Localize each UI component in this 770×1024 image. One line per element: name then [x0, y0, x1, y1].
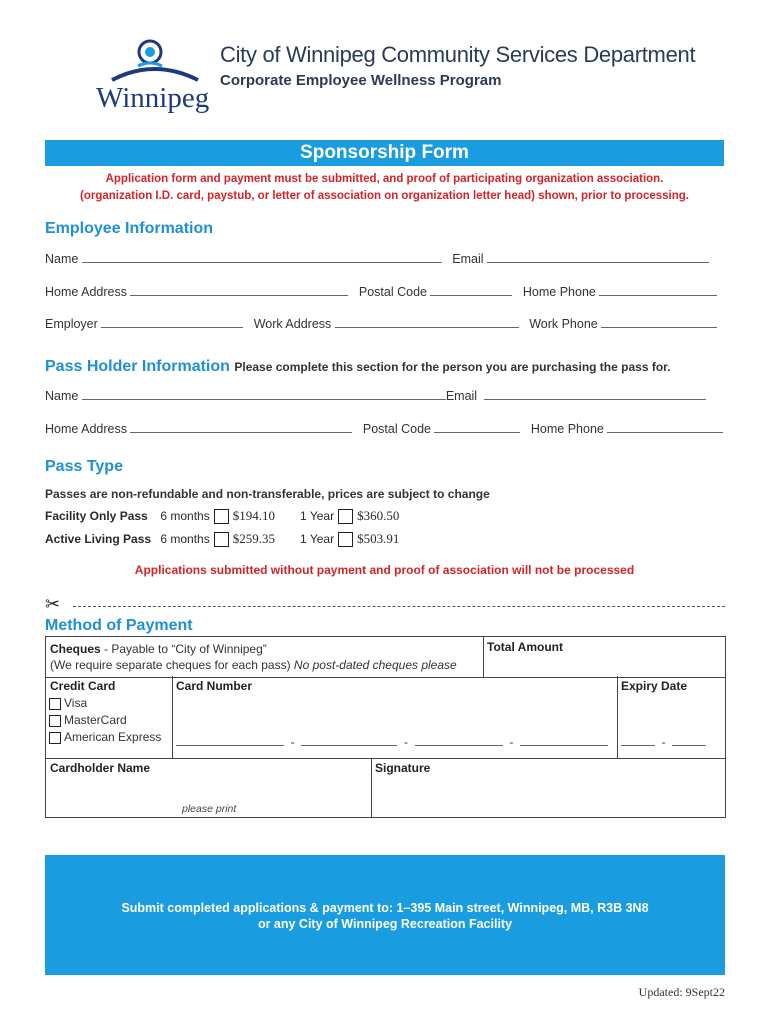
signature-label: Signature [375, 761, 431, 775]
visa-label: Visa [64, 696, 88, 710]
submit-info-footer [45, 855, 725, 975]
cardholder-divider [371, 758, 372, 817]
amex-label: American Express [64, 730, 162, 744]
please-print-hint: please print [182, 803, 237, 815]
pass-holder-name-label: Name [45, 389, 79, 403]
credit-card-section [45, 676, 726, 759]
form-title-banner: Sponsorship Form [45, 140, 724, 166]
pass-holder-home-address-line[interactable] [130, 421, 352, 433]
mastercard-option[interactable] [49, 713, 127, 727]
pass-type-heading: Pass Type [45, 458, 123, 475]
card-dash-3: - [509, 735, 514, 749]
employee-name-label: Name [45, 252, 79, 266]
cheques-label: Cheques [50, 642, 101, 656]
active-living-pass-row [45, 531, 399, 547]
employee-info-heading: Employee Information [45, 220, 214, 237]
logo-wordmark: Winnipeg [96, 82, 210, 114]
card-dash-2: - [404, 735, 409, 749]
card-number-group-1[interactable] [176, 734, 284, 746]
notice-line-1: Application form and payment must be submitted, and proof of participating organization association. [105, 173, 664, 185]
cheques-note-italic: No post-dated cheques please [293, 658, 457, 672]
card-number-group-3[interactable] [415, 734, 503, 746]
card-divider-2 [617, 676, 618, 758]
pass-holder-name-row [45, 388, 706, 403]
active-1-year-label: 1 Year [300, 532, 335, 546]
page-title: City of Winnipeg Community Services Department [220, 42, 696, 67]
card-number-group-2[interactable] [301, 734, 397, 746]
card-number-label: Card Number [176, 679, 253, 693]
facility-1-year-checkbox[interactable] [338, 509, 353, 524]
mastercard-label: MasterCard [64, 713, 127, 727]
card-number-lines[interactable] [176, 734, 608, 749]
cheques-note-line [50, 658, 457, 672]
facility-6-months-checkbox[interactable] [214, 509, 229, 524]
visa-option[interactable] [49, 696, 87, 710]
cardholder-section [45, 758, 726, 818]
expiry-month-line[interactable] [621, 734, 655, 746]
footer-line-2: or any City of Winnipeg Recreation Facility [257, 917, 513, 931]
employee-home-phone-line[interactable] [599, 284, 717, 296]
employee-postal-code-line[interactable] [430, 284, 512, 296]
pass-holder-name-line[interactable] [82, 388, 446, 400]
pass-holder-heading-row [45, 358, 671, 376]
employee-name-field[interactable] [45, 251, 709, 266]
pass-holder-postal-code-line[interactable] [434, 421, 520, 433]
active-6-months-price: $259.35 [232, 531, 275, 546]
facility-only-pass-label: Facility Only Pass [45, 509, 148, 523]
active-6-months-checkbox[interactable] [214, 532, 229, 547]
cardholder-top-border [46, 758, 725, 759]
amex-checkbox[interactable] [49, 732, 61, 744]
work-address-label: Work Address [253, 317, 332, 331]
work-address-line[interactable] [335, 316, 519, 328]
expiry-dash: - [661, 735, 666, 749]
pass-type-note: Passes are non-refundable and non-transferable, prices are subject to change [45, 487, 490, 501]
credit-card-label: Credit Card [50, 679, 116, 693]
cheques-divider [483, 637, 484, 677]
visa-checkbox[interactable] [49, 698, 61, 710]
employee-home-address-line[interactable] [130, 284, 348, 296]
payment-heading: Method of Payment [45, 617, 193, 634]
facility-only-pass-row [45, 508, 399, 524]
page-subtitle: Corporate Employee Wellness Program [220, 72, 502, 89]
mastercard-checkbox[interactable] [49, 715, 61, 727]
cut-line [45, 594, 725, 614]
expiry-date-lines[interactable] [621, 734, 706, 749]
card-dash-1: - [290, 735, 295, 749]
pass-holder-email-label: Email [445, 389, 478, 403]
employer-label: Employer [45, 317, 98, 331]
scissors-icon: ✂ [45, 594, 61, 614]
pass-holder-home-address-label: Home Address [45, 422, 127, 436]
pass-holder-address-row [45, 421, 723, 436]
employee-address-row [45, 284, 717, 299]
employee-postal-code-label: Postal Code [358, 285, 427, 299]
signature-field[interactable] [375, 778, 720, 812]
active-1-year-checkbox[interactable] [338, 532, 353, 547]
cardholder-name-label: Cardholder Name [50, 761, 151, 775]
active-6-months-label: 6 months [160, 532, 210, 546]
pass-holder-home-phone-label: Home Phone [530, 422, 604, 436]
cheques-payable: - Payable to “City of Winnipeg” [100, 642, 267, 656]
facility-6-months-price: $194.10 [232, 508, 275, 523]
facility-6-months-label: 6 months [160, 509, 210, 523]
expiry-year-line[interactable] [672, 734, 706, 746]
employer-line[interactable] [101, 316, 243, 328]
updated-date: Updated: 9Sept22 [638, 985, 725, 999]
pass-holder-home-phone-line[interactable] [607, 421, 723, 433]
card-number-group-4[interactable] [520, 734, 608, 746]
pass-holder-email-line[interactable] [484, 388, 706, 400]
payment-warning: Applications submitted without payment and proof of association will not be processed [134, 563, 635, 577]
footer-line-1: Submit completed applications & payment to: 1–395 Main street, Winnipeg, MB, R3B 3N8 [121, 901, 649, 915]
pass-holder-postal-code-label: Postal Code [362, 422, 431, 436]
facility-1-year-price: $360.50 [357, 508, 400, 523]
employee-home-address-label: Home Address [45, 285, 127, 299]
employee-email-label: Email [452, 252, 484, 266]
employee-employer-row [45, 316, 717, 331]
employee-email-line[interactable] [487, 251, 709, 263]
card-divider-1 [172, 676, 173, 758]
cheques-note: (We require separate cheques for each pass) [50, 658, 291, 672]
work-phone-label: Work Phone [529, 317, 598, 331]
pass-holder-heading: Pass Holder Information [45, 358, 230, 375]
pass-holder-note: Please complete this section for the person you are purchasing the pass for. [234, 360, 671, 374]
employee-home-phone-label: Home Phone [522, 285, 596, 299]
dashed-divider [73, 606, 725, 607]
cheques-section [45, 636, 726, 678]
work-phone-line[interactable] [601, 316, 717, 328]
notice-line-2: (organization I.D. card, paystub, or letter of association on organization letter head) shown, prior to processing. [80, 190, 689, 202]
expiry-date-label: Expiry Date [621, 679, 688, 693]
cheques-line [50, 640, 267, 658]
amex-option[interactable] [49, 730, 161, 744]
facility-1-year-label: 1 Year [300, 509, 335, 523]
winnipeg-logo-mark [94, 36, 214, 86]
employee-name-line[interactable] [82, 251, 442, 263]
active-1-year-price: $503.91 [357, 531, 400, 546]
active-living-pass-label: Active Living Pass [45, 532, 152, 546]
total-amount-label: Total Amount [487, 640, 563, 654]
